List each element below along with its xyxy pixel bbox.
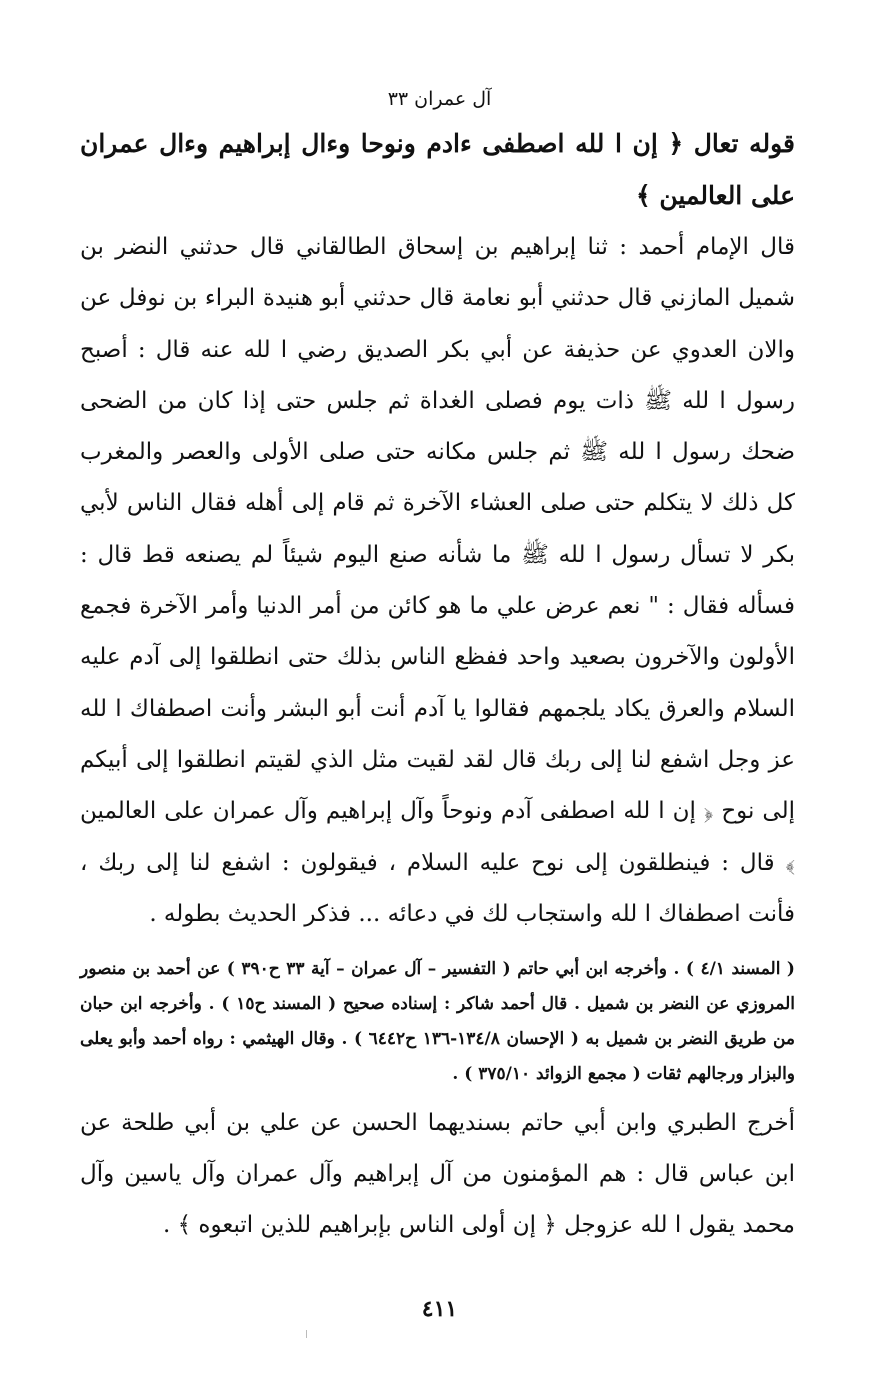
page-number: ٤١١ (421, 1296, 458, 1322)
page-content (80, 118, 795, 1251)
takhrij-footnote: ( المسند ٤/١ ) . وأخرجه ابن أبي حاتم ( التفسير – آل عمران – آية ٣٣ ح٣٩٠ ) عن أحمد بن منصور المروزي عن النضر بن شميل . قال أحمد شاكر : إسناده صحيح ( المسند ح١٥ ) . وأخرجه ابن حبان من طريق النضر بن شميل به ( الإحسان ١٣٤/٨-١٣٦ ح٦٤٤٢ ) . وقال الهيثمي : رواه أحمد وأبو يعلى والبزار ورجالهم ثقات ( مجمع الزوائد ٣٧٥/١٠ ) . (80, 959, 795, 1085)
tafsir-paragraph: أخرج الطبري وابن أبي حاتم بسنديهما الحسن عن علي بن أبي طلحة عن ابن عباس قال : هم المؤمنون من آل إبراهيم وآل عمران وآل ياسين وآل محمد يقول ا لله عزوجل ﴿ إن أولى الناس بإبراهيم للذين اتبعوه ﴾ . (80, 1110, 795, 1239)
scan-mark (306, 1330, 307, 1338)
running-header: آل عمران ٣٣ (387, 88, 492, 110)
verse-heading: قوله تعال ﴿ إن ا لله اصطفى ءادم ونوحا وءال إبراهيم وءال عمران على العالمين ﴾ (80, 129, 795, 210)
hadith-paragraph: قال الإمام أحمد : ثنا إبراهيم بن إسحاق الطالقاني قال حدثني النضر بن شميل المازني قال حدثني أبو نعامة قال حدثني أبو هنيدة البراء بن نوفل عن والان العدوي عن حذيفة عن أبي بكر الصديق رضي ا لله عنه قال : أصبح رسول ا لله ﷺ ذات يوم فصلى الغداة ثم جلس حتى إذا كان من الضحى ضحك رسول ا لله ﷺ ثم جلس مكانه حتى صلى الأولى والعصر والمغرب كل ذلك لا يتكلم حتى صلى العشاء الآخرة ثم قام إلى أهله فقال الناس لأبي بكر لا تسأل رسول ا لله ﷺ ما شأنه صنع اليوم شيئاً لم يصنعه قط قال : فسأله فقال : " نعم عرض علي ما هو كائن من أمر الدنيا وأمر الآخرة فجمع الأولون والآخرون بصعيد واحد ففظع الناس بذلك حتى انطلقوا إلى آدم عليه السلام والعرق يكاد يلجمهم فقالوا يا آدم أنت أبو البشر وأنت اصطفاك ا لله عز وجل اشفع لنا إلى ربك قال لقد لقيت مثل الذي لقيتم انطلقوا إلى أبيكم إلى نوح ﴿ إن ا لله اصطفى آدم ونوحاً وآل إبراهيم وآل عمران على العالمين ﴾ قال : فينطلقون إلى نوح عليه السلام ، فيقولون : اشفع لنا إلى ربك ، فأنت اصطفاك ا لله واستجاب لك في دعائه ... فذكر الحديث بطوله . (80, 234, 795, 927)
